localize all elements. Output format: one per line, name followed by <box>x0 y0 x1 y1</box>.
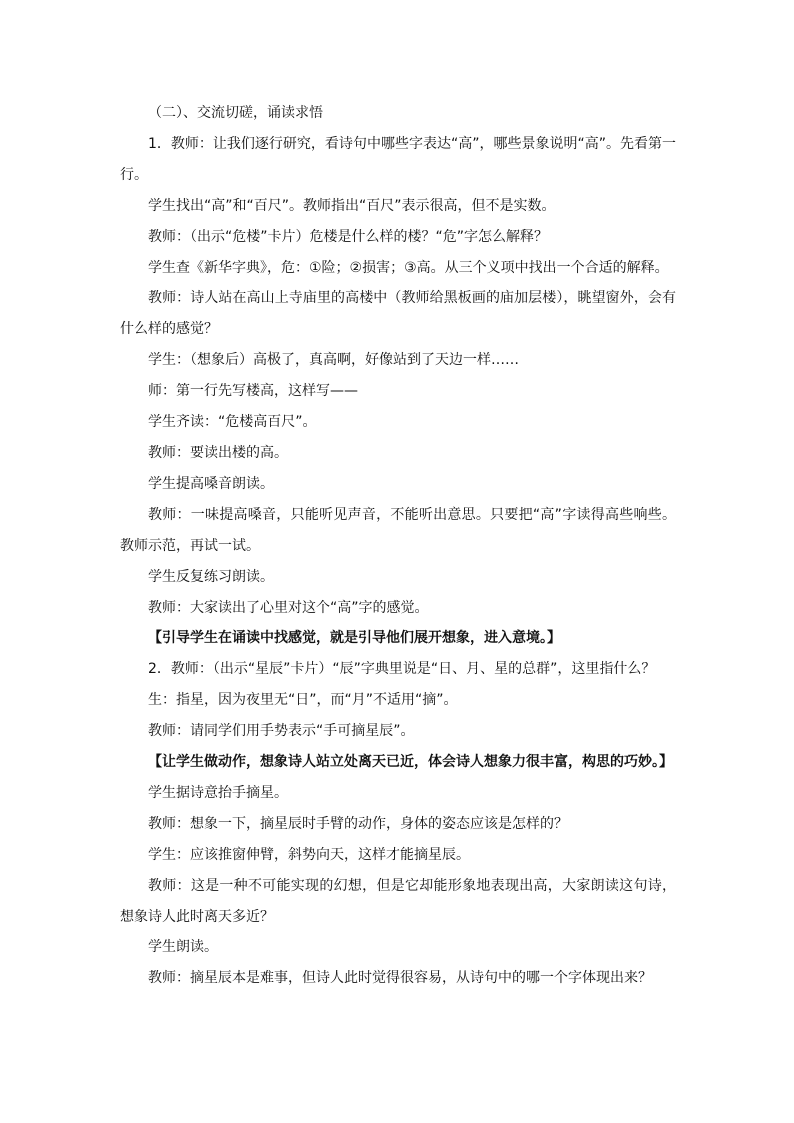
paragraph: 教师：要读出楼的高。 <box>148 444 288 461</box>
teaching-note: 【让学生做动作，想象诗人站立处离天已近，体会诗人想象力很丰富，构思的巧妙。】 <box>148 754 673 771</box>
paragraph: 2．教师：（出示“星辰”卡片）“辰”字典里说是“日、月、星的总群”，这里指什么？ <box>148 661 656 678</box>
paragraph: 1．教师：让我们逐行研究，看诗句中哪些字表达“高”，哪些景象说明“高”。先看第一行。 <box>120 135 676 183</box>
paragraph: 教师：（出示“危楼”卡片）危楼是什么样的楼？“危”字怎么解释？ <box>148 228 549 245</box>
paragraph: 学生查《新华字典》，危：①险；②损害；③高。从三个义项中找出一个合适的解释。 <box>148 259 669 276</box>
paragraph: 教师：想象一下，摘星辰时手臂的动作，身体的姿态应该是怎样的？ <box>148 815 568 832</box>
teaching-note: 【引导学生在诵读中找感觉，就是引导他们展开想象，进入意境。】 <box>148 630 561 647</box>
paragraph: 教师：一味提高嗓音，只能听见声音，不能听出意思。只要把“高”字读得高些响些。教师示范，再试一试。 <box>120 506 676 554</box>
paragraph: 学生朗读。 <box>148 939 218 956</box>
paragraph: 教师：请同学们用手势表示“手可摘星辰”。 <box>148 723 415 740</box>
paragraph: 学生反复练习朗读。 <box>148 568 274 585</box>
paragraph: 学生据诗意抬手摘星。 <box>148 784 288 801</box>
paragraph: 教师：这是一种不可能实现的幻想，但是它却能形象地表现出高，大家朗读这句诗，想象诗人此时离天多近？ <box>120 877 676 925</box>
paragraph: 师：第一行先写楼高，这样写—— <box>148 383 358 400</box>
paragraph: 学生提高嗓音朗读。 <box>148 475 274 492</box>
paragraph: 学生：（想象后）高极了，真高啊，好像站到了天边一样…… <box>148 352 519 369</box>
paragraph: 教师：诗人站在高山上寺庙里的高楼中（教师给黑板画的庙加层楼），眺望窗外，会有什么样的感觉？ <box>120 290 676 338</box>
paragraph: 学生找出“高”和“百尺”。教师指出“百尺”表示很高，但不是实数。 <box>148 197 556 214</box>
paragraph: 教师：摘星辰本是难事，但诗人此时觉得很容易，从诗句中的哪一个字体现出来？ <box>148 970 652 987</box>
paragraph: 教师：大家读出了心里对这个“高”字的感觉。 <box>148 599 429 616</box>
paragraph: 学生：应该推窗伸臂，斜势向天，这样才能摘星辰。 <box>148 846 470 863</box>
lesson-text <box>120 98 676 994</box>
section-heading: （二）、交流切磋，诵读求悟 <box>148 105 323 121</box>
paragraph: 生：指星，因为夜里无“日”，而“月”不适用“摘”。 <box>148 692 458 709</box>
paragraph: 学生齐读：“危楼高百尺”。 <box>148 414 317 431</box>
